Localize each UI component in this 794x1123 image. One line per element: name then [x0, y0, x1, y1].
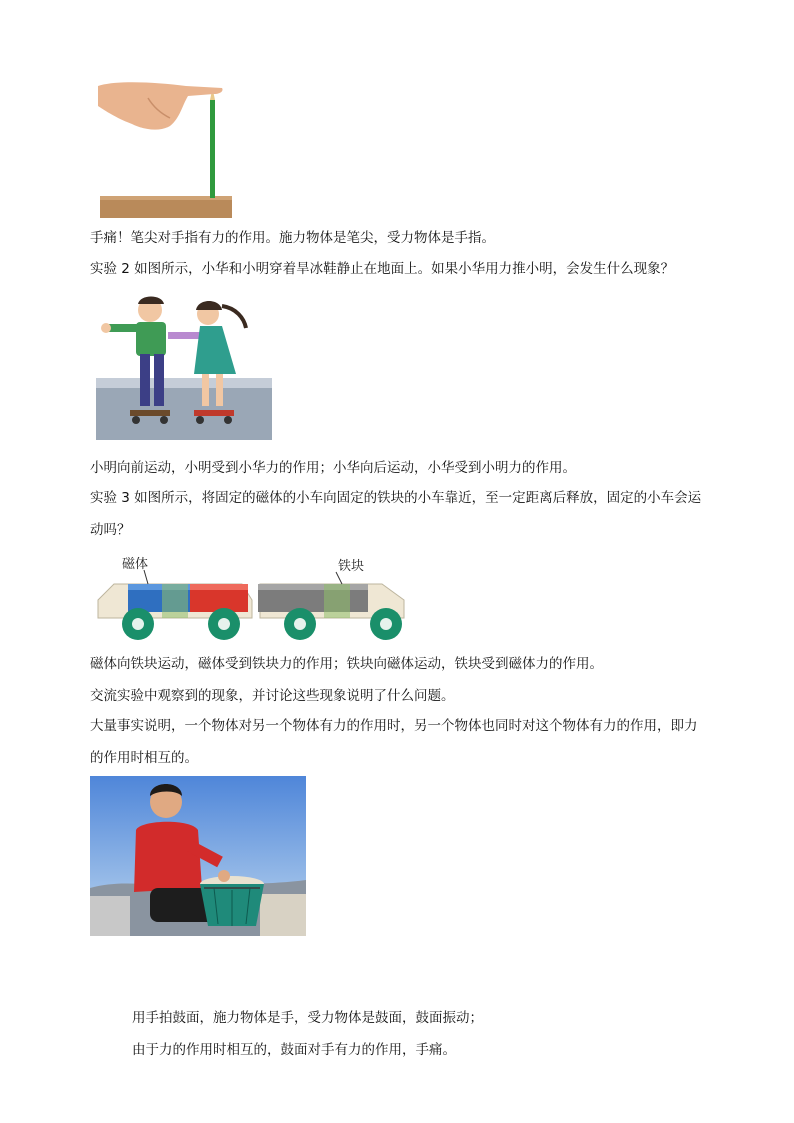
paragraph-4: 实验 3 如图所示，将固定的磁体的小车向固定的铁块的小车靠近，至一定距离后释放，固定的小车会运动吗？: [90, 490, 702, 538]
paragraph-7: 大量事实说明，一个物体对另一个物体有力的作用时，另一个物体也同时对这个物体有力的作用，即力的作用时相互的。: [90, 718, 698, 766]
paragraph-9: 由于力的作用时相互的，鼓面对手有力的作用，手痛。: [132, 1042, 456, 1058]
magnet-label: 磁体: [122, 557, 149, 572]
iron-label: 铁块: [338, 559, 365, 574]
skaters-figure: [96, 292, 272, 440]
finger-pencil-figure: [96, 78, 236, 220]
paragraph-8: 用手拍鼓面，施力物体是手，受力物体是鼓面，鼓面振动；: [132, 1010, 483, 1026]
paragraph-5: 磁体向铁块运动，磁体受到铁块力的作用；铁块向磁体运动，铁块受到磁体力的作用。: [90, 656, 603, 672]
carts-figure: [92, 548, 414, 644]
paragraph-3: 小明向前运动，小明受到小华力的作用；小华向后运动，小华受到小明力的作用。: [90, 460, 576, 476]
paragraph-6: 交流实验中观察到的现象，并讨论这些现象说明了什么问题。: [90, 688, 455, 704]
paragraph-2: 实验 2 如图所示，小华和小明穿着旱冰鞋静止在地面上。如果小华用力推小明，会发生什么现象？: [90, 261, 675, 277]
paragraph-1: 手痛！笔尖对手指有力的作用。施力物体是笔尖，受力物体是手指。: [90, 230, 495, 246]
drummer-photo: [90, 776, 306, 936]
